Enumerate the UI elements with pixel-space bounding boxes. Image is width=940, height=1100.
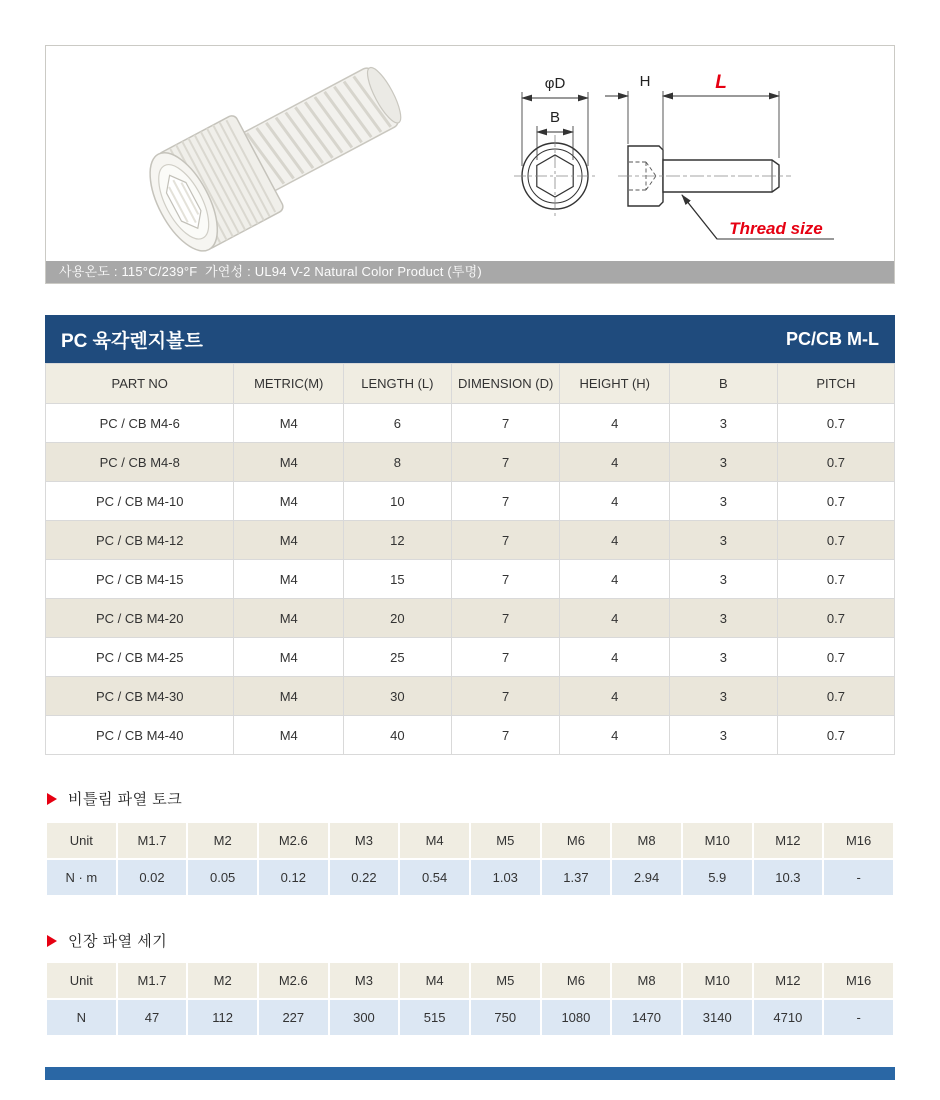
table-cell: 7: [451, 716, 560, 755]
column-header: Unit: [47, 823, 116, 858]
table-cell: -: [824, 1000, 893, 1035]
table-cell: 227: [259, 1000, 328, 1035]
table-cell: 4: [560, 638, 670, 677]
table-cell: M4: [234, 677, 344, 716]
table-cell: 4: [560, 404, 670, 443]
spec-table: [45, 363, 895, 755]
table-cell: 1.03: [471, 860, 540, 895]
diagram-label-diameter: φD: [544, 75, 566, 92]
table-row: [46, 716, 895, 755]
table-cell: 3: [669, 638, 777, 677]
table-cell: 4: [560, 482, 670, 521]
column-header: DIMENSION (D): [451, 364, 560, 404]
table-title-bar: [45, 315, 895, 363]
table-cell: 300: [330, 1000, 399, 1035]
column-header: M5: [471, 823, 540, 858]
table-cell: 6: [343, 404, 451, 443]
table-cell: 8: [343, 443, 451, 482]
table-cell: 7: [451, 599, 560, 638]
red-triangle-icon: [47, 935, 57, 947]
table-row: [46, 443, 895, 482]
table-cell: 0.7: [777, 716, 894, 755]
section-title-tensile: [47, 930, 167, 951]
table-cell: 0.22: [330, 860, 399, 895]
table-cell: M4: [234, 716, 344, 755]
model-code: PC/CB M-L: [786, 328, 879, 349]
column-header: M10: [683, 823, 752, 858]
table-row: [46, 677, 895, 716]
table-cell: 3: [669, 716, 777, 755]
table-cell: PC / CB M4-25: [46, 638, 234, 677]
column-header: M8: [612, 963, 681, 998]
table-cell: M4: [234, 443, 344, 482]
table-cell: 0.7: [777, 599, 894, 638]
section-title-text: 비틀림 파열 토크: [68, 791, 183, 808]
table-cell: N: [47, 1000, 116, 1035]
table-cell: M4: [234, 521, 344, 560]
column-header: M12: [754, 823, 823, 858]
table-cell: 0.7: [777, 677, 894, 716]
table-cell: 20: [343, 599, 451, 638]
table-cell: PC / CB M4-8: [46, 443, 234, 482]
table-cell: 1080: [542, 1000, 611, 1035]
column-header: M6: [542, 823, 611, 858]
column-header: M10: [683, 963, 752, 998]
table-cell: 3140: [683, 1000, 752, 1035]
column-header: M8: [612, 823, 681, 858]
column-header: M2: [188, 963, 257, 998]
column-header: M4: [400, 963, 469, 998]
footer-bar: [45, 1067, 895, 1080]
diagram-label-length: L: [715, 72, 727, 93]
column-header: M6: [542, 963, 611, 998]
column-header: M2.6: [259, 963, 328, 998]
column-header: Unit: [47, 963, 116, 998]
column-header: M4: [400, 823, 469, 858]
product-title: PC 육각렌지볼트: [61, 330, 203, 352]
torque-header-row: [47, 823, 893, 858]
table-cell: 2.94: [612, 860, 681, 895]
table-cell: 7: [451, 443, 560, 482]
table-cell: 3: [669, 404, 777, 443]
table-cell: 5.9: [683, 860, 752, 895]
table-cell: 47: [118, 1000, 187, 1035]
table-cell: 0.54: [400, 860, 469, 895]
table-cell: 4710: [754, 1000, 823, 1035]
torque-table: [45, 821, 895, 897]
diagram-label-socket-width: B: [549, 109, 561, 126]
table-row: [47, 860, 893, 895]
table-cell: 25: [343, 638, 451, 677]
table-cell: 0.12: [259, 860, 328, 895]
table-cell: 15: [343, 560, 451, 599]
column-header: M2.6: [259, 823, 328, 858]
table-cell: 7: [451, 521, 560, 560]
table-cell: 40: [343, 716, 451, 755]
table-cell: 3: [669, 521, 777, 560]
table-row: [46, 521, 895, 560]
table-cell: 7: [451, 560, 560, 599]
column-header: M1.7: [118, 823, 187, 858]
column-header: M16: [824, 963, 893, 998]
column-header: B: [669, 364, 777, 404]
table-cell: 0.7: [777, 482, 894, 521]
table-cell: PC / CB M4-6: [46, 404, 234, 443]
table-cell: 0.05: [188, 860, 257, 895]
section-title-torque: [47, 788, 182, 809]
table-cell: 7: [451, 677, 560, 716]
table-cell: M4: [234, 482, 344, 521]
table-row: [46, 482, 895, 521]
table-cell: 0.7: [777, 521, 894, 560]
table-cell: 3: [669, 599, 777, 638]
column-header: M3: [330, 823, 399, 858]
column-header: PART NO: [46, 364, 234, 404]
column-header: M2: [188, 823, 257, 858]
table-cell: 4: [560, 716, 670, 755]
diagram-label-head-height: H: [639, 73, 651, 90]
table-cell: 0.7: [777, 560, 894, 599]
table-cell: PC / CB M4-15: [46, 560, 234, 599]
table-cell: 4: [560, 560, 670, 599]
section-title-text: 인장 파열 세기: [68, 933, 168, 950]
tensile-table: [45, 961, 895, 1037]
bolt-product-photo: [101, 46, 431, 261]
table-cell: 12: [343, 521, 451, 560]
table-cell: 3: [669, 443, 777, 482]
table-cell: M4: [234, 599, 344, 638]
table-row: [46, 404, 895, 443]
table-row: [47, 1000, 893, 1035]
column-header: LENGTH (L): [343, 364, 451, 404]
table-cell: 7: [451, 638, 560, 677]
column-header: HEIGHT (H): [560, 364, 670, 404]
table-row: [46, 560, 895, 599]
table-cell: 4: [560, 443, 670, 482]
table-row: [46, 638, 895, 677]
spec-header-row: [46, 364, 895, 404]
table-cell: 30: [343, 677, 451, 716]
thread-size-label: Thread size: [729, 219, 823, 238]
column-header: PITCH: [777, 364, 894, 404]
table-cell: PC / CB M4-40: [46, 716, 234, 755]
table-cell: 0.7: [777, 404, 894, 443]
table-cell: N · m: [47, 860, 116, 895]
table-cell: 3: [669, 677, 777, 716]
table-cell: M4: [234, 638, 344, 677]
column-header: M16: [824, 823, 893, 858]
column-header: METRIC(M): [234, 364, 344, 404]
table-cell: 0.7: [777, 638, 894, 677]
table-cell: 10.3: [754, 860, 823, 895]
table-cell: 7: [451, 482, 560, 521]
column-header: M3: [330, 963, 399, 998]
column-header: M1.7: [118, 963, 187, 998]
table-row: [46, 599, 895, 638]
product-photo-area: [46, 46, 894, 261]
table-cell: 4: [560, 677, 670, 716]
red-triangle-icon: [47, 793, 57, 805]
product-image-panel: [45, 45, 895, 284]
table-cell: 7: [451, 404, 560, 443]
table-cell: PC / CB M4-12: [46, 521, 234, 560]
table-cell: 4: [560, 599, 670, 638]
table-cell: 112: [188, 1000, 257, 1035]
table-cell: M4: [234, 404, 344, 443]
table-cell: 4: [560, 521, 670, 560]
table-cell: 3: [669, 560, 777, 599]
table-cell: 515: [400, 1000, 469, 1035]
column-header: M12: [754, 963, 823, 998]
table-cell: PC / CB M4-20: [46, 599, 234, 638]
column-header: M5: [471, 963, 540, 998]
table-cell: 0.02: [118, 860, 187, 895]
table-cell: 750: [471, 1000, 540, 1035]
table-cell: PC / CB M4-10: [46, 482, 234, 521]
dimension-diagram: [486, 58, 886, 258]
product-spec-caption: 사용온도 : 115°C/239°F 가연성 : UL94 V-2 Natural Color Product (투명): [46, 261, 894, 283]
table-cell: PC / CB M4-30: [46, 677, 234, 716]
table-cell: 10: [343, 482, 451, 521]
table-cell: 1.37: [542, 860, 611, 895]
table-cell: 1470: [612, 1000, 681, 1035]
tensile-header-row: [47, 963, 893, 998]
table-cell: -: [824, 860, 893, 895]
table-cell: 0.7: [777, 443, 894, 482]
table-cell: M4: [234, 560, 344, 599]
table-cell: 3: [669, 482, 777, 521]
